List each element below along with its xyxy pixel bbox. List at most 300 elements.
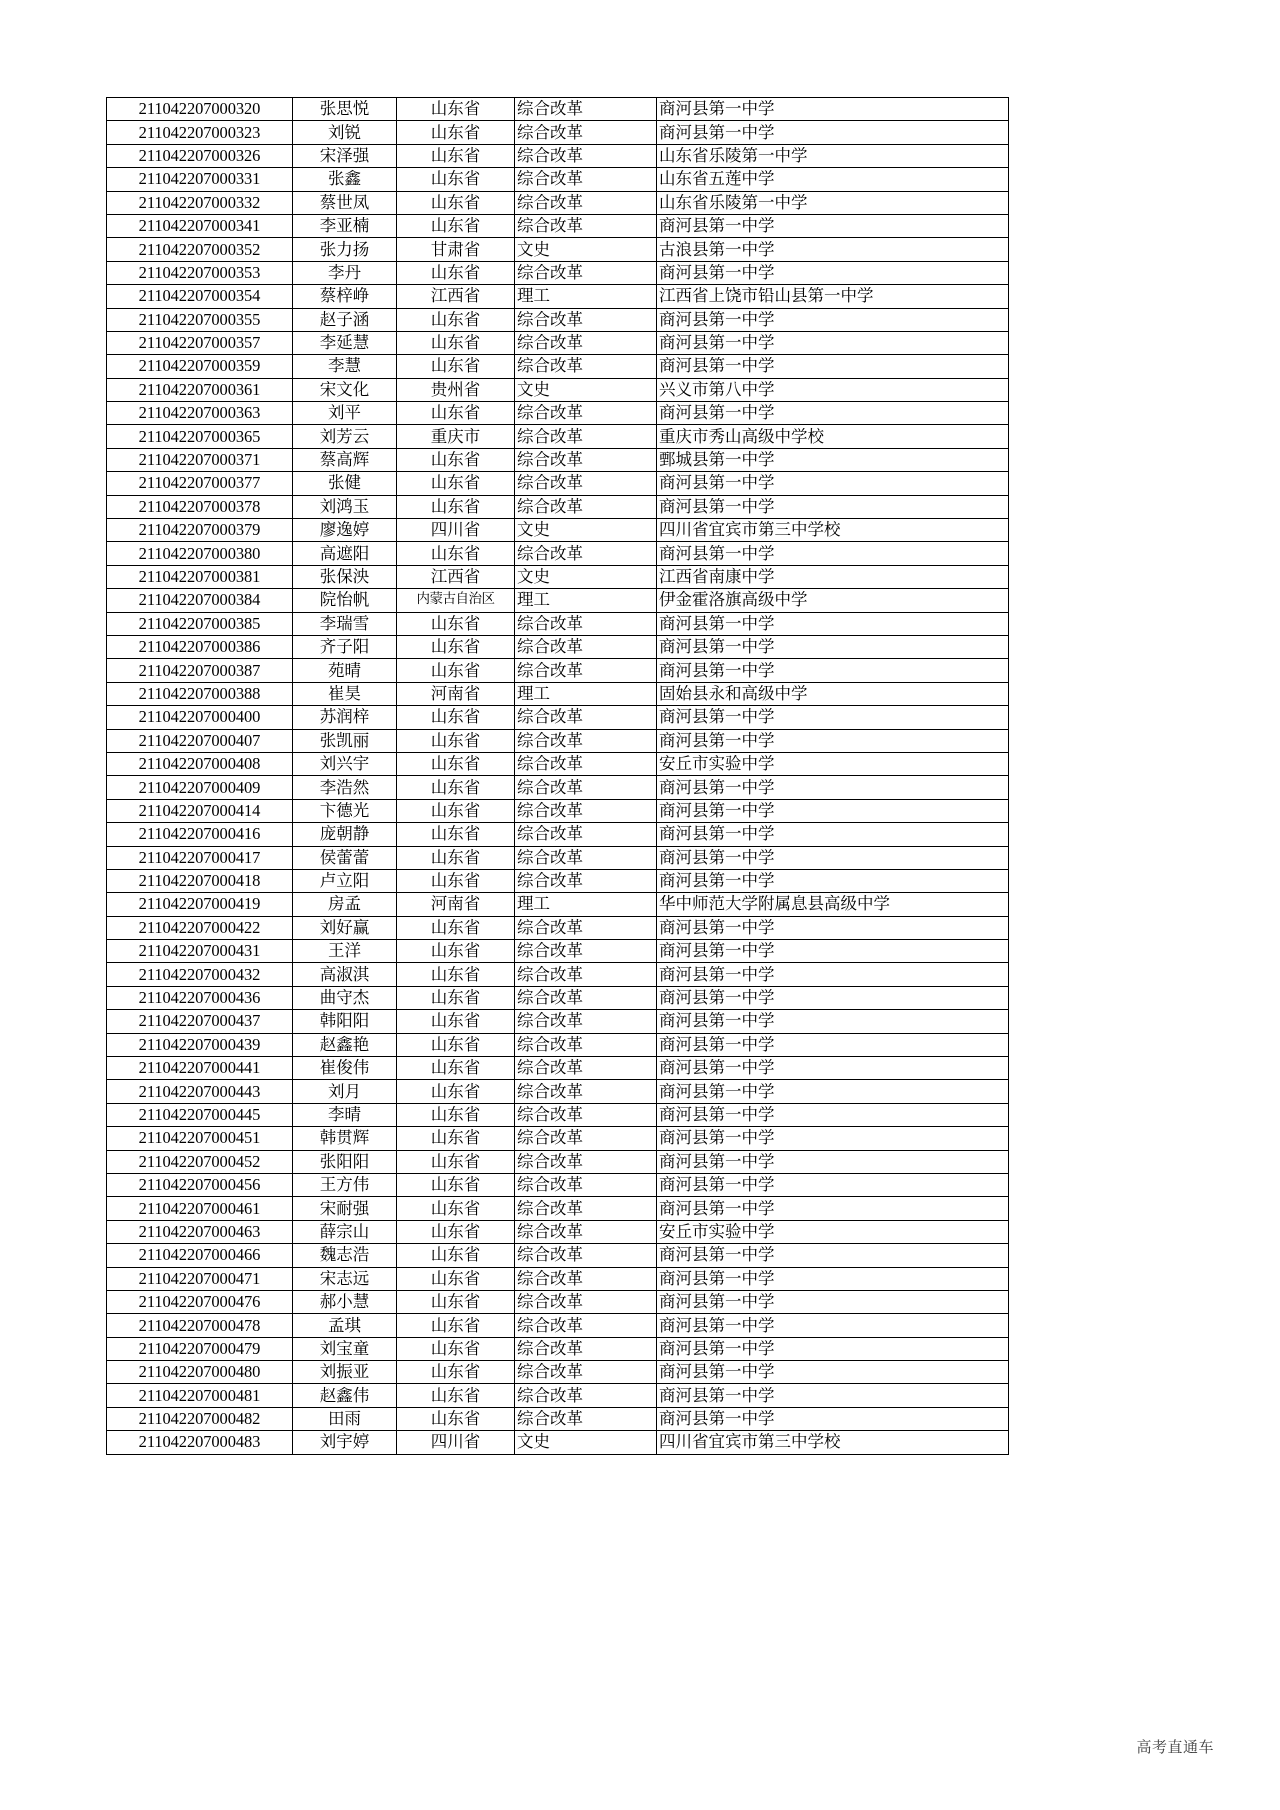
cell-candidate-name: 庞朝静 [293,823,397,846]
cell-school: 山东省乐陵第一中学 [657,144,1009,167]
cell-school: 商河县第一中学 [657,1010,1009,1033]
cell-school: 伊金霍洛旗高级中学 [657,589,1009,612]
cell-candidate-id: 211042207000479 [107,1337,293,1360]
cell-track: 综合改革 [515,495,657,518]
cell-candidate-name: 院怡帆 [293,589,397,612]
cell-candidate-id: 211042207000439 [107,1033,293,1056]
cell-province: 山东省 [397,1384,515,1407]
cell-candidate-id: 211042207000478 [107,1314,293,1337]
cell-candidate-id: 211042207000353 [107,261,293,284]
cell-school: 商河县第一中学 [657,940,1009,963]
cell-track: 综合改革 [515,168,657,191]
table-row [107,682,1009,705]
cell-track: 综合改革 [515,191,657,214]
cell-track: 综合改革 [515,1080,657,1103]
cell-candidate-id: 211042207000381 [107,565,293,588]
cell-school: 四川省宜宾市第三中学校 [657,1431,1009,1454]
table-row [107,98,1009,121]
cell-school: 商河县第一中学 [657,1057,1009,1080]
cell-track: 综合改革 [515,448,657,471]
cell-province: 山东省 [397,448,515,471]
cell-candidate-id: 211042207000354 [107,285,293,308]
roster-table-body [107,98,1009,1455]
cell-candidate-name: 曲守杰 [293,986,397,1009]
table-row [107,659,1009,682]
cell-candidate-name: 赵鑫艳 [293,1033,397,1056]
cell-province: 四川省 [397,1431,515,1454]
table-row [107,495,1009,518]
cell-province: 山东省 [397,1197,515,1220]
cell-province: 山东省 [397,706,515,729]
cell-province: 山东省 [397,1150,515,1173]
cell-province: 山东省 [397,659,515,682]
table-row [107,940,1009,963]
cell-province: 山东省 [397,1173,515,1196]
cell-province: 山东省 [397,1361,515,1384]
cell-track: 综合改革 [515,1127,657,1150]
cell-candidate-id: 211042207000451 [107,1127,293,1150]
table-row [107,752,1009,775]
cell-candidate-name: 张力扬 [293,238,397,261]
table-row [107,963,1009,986]
cell-province: 江西省 [397,285,515,308]
cell-school: 商河县第一中学 [657,963,1009,986]
table-row [107,1127,1009,1150]
cell-candidate-name: 孟琪 [293,1314,397,1337]
cell-track: 综合改革 [515,402,657,425]
table-row [107,1337,1009,1360]
cell-candidate-name: 李晴 [293,1103,397,1126]
cell-province: 山东省 [397,191,515,214]
cell-province: 山东省 [397,495,515,518]
cell-track: 综合改革 [515,1173,657,1196]
cell-track: 综合改革 [515,1314,657,1337]
cell-track: 综合改革 [515,659,657,682]
cell-candidate-id: 211042207000332 [107,191,293,214]
cell-province: 山东省 [397,846,515,869]
table-row [107,1314,1009,1337]
cell-candidate-id: 211042207000422 [107,916,293,939]
cell-track: 综合改革 [515,635,657,658]
cell-school: 商河县第一中学 [657,98,1009,121]
table-row [107,402,1009,425]
cell-candidate-name: 张凯丽 [293,729,397,752]
cell-province: 贵州省 [397,378,515,401]
table-row [107,1407,1009,1430]
cell-school: 商河县第一中学 [657,1290,1009,1313]
cell-track: 综合改革 [515,1010,657,1033]
cell-candidate-id: 211042207000323 [107,121,293,144]
cell-candidate-id: 211042207000379 [107,519,293,542]
cell-track: 综合改革 [515,1337,657,1360]
table-row [107,1103,1009,1126]
table-row [107,1267,1009,1290]
cell-school: 商河县第一中学 [657,1384,1009,1407]
cell-candidate-id: 211042207000441 [107,1057,293,1080]
cell-school: 商河县第一中学 [657,1150,1009,1173]
cell-province: 山东省 [397,823,515,846]
cell-candidate-id: 211042207000408 [107,752,293,775]
cell-track: 文史 [515,565,657,588]
cell-candidate-id: 211042207000443 [107,1080,293,1103]
cell-province: 山东省 [397,472,515,495]
cell-school: 商河县第一中学 [657,659,1009,682]
cell-candidate-name: 房孟 [293,893,397,916]
cell-candidate-id: 211042207000363 [107,402,293,425]
cell-candidate-name: 张鑫 [293,168,397,191]
cell-candidate-name: 齐子阳 [293,635,397,658]
cell-candidate-id: 211042207000365 [107,425,293,448]
cell-candidate-name: 李亚楠 [293,214,397,237]
roster-table-container [106,97,1008,1455]
cell-candidate-name: 韩贯辉 [293,1127,397,1150]
cell-candidate-name: 侯蕾蕾 [293,846,397,869]
cell-track: 综合改革 [515,986,657,1009]
cell-candidate-name: 韩阳阳 [293,1010,397,1033]
cell-province: 山东省 [397,1010,515,1033]
cell-candidate-name: 宋志远 [293,1267,397,1290]
table-row [107,986,1009,1009]
cell-school: 鄄城县第一中学 [657,448,1009,471]
cell-candidate-name: 田雨 [293,1407,397,1430]
cell-province: 内蒙古自治区 [397,589,515,612]
cell-track: 综合改革 [515,729,657,752]
cell-candidate-id: 211042207000419 [107,893,293,916]
cell-province: 江西省 [397,565,515,588]
cell-track: 理工 [515,285,657,308]
cell-school: 商河县第一中学 [657,1173,1009,1196]
cell-track: 综合改革 [515,846,657,869]
cell-province: 山东省 [397,1220,515,1243]
cell-candidate-id: 211042207000355 [107,308,293,331]
cell-candidate-name: 薛宗山 [293,1220,397,1243]
cell-candidate-id: 211042207000416 [107,823,293,846]
cell-province: 山东省 [397,121,515,144]
cell-province: 山东省 [397,1057,515,1080]
cell-track: 综合改革 [515,706,657,729]
table-row [107,893,1009,916]
cell-school: 商河县第一中学 [657,495,1009,518]
cell-province: 山东省 [397,729,515,752]
cell-candidate-name: 张阳阳 [293,1150,397,1173]
cell-track: 理工 [515,589,657,612]
cell-candidate-name: 廖逸婷 [293,519,397,542]
cell-track: 综合改革 [515,776,657,799]
table-row [107,1361,1009,1384]
table-row [107,869,1009,892]
cell-province: 山东省 [397,916,515,939]
cell-candidate-id: 211042207000378 [107,495,293,518]
cell-province: 山东省 [397,799,515,822]
cell-candidate-name: 张健 [293,472,397,495]
watermark-text: 高考直通车 [1136,1738,1214,1756]
cell-candidate-id: 211042207000359 [107,355,293,378]
cell-track: 综合改革 [515,214,657,237]
cell-school: 商河县第一中学 [657,1080,1009,1103]
table-row [107,776,1009,799]
cell-track: 综合改革 [515,752,657,775]
cell-candidate-name: 刘鸿玉 [293,495,397,518]
cell-candidate-name: 蔡梓峥 [293,285,397,308]
table-row [107,799,1009,822]
table-row [107,1010,1009,1033]
cell-track: 综合改革 [515,1244,657,1267]
cell-track: 文史 [515,519,657,542]
cell-province: 重庆市 [397,425,515,448]
cell-candidate-id: 211042207000386 [107,635,293,658]
cell-candidate-name: 宋耐强 [293,1197,397,1220]
cell-candidate-name: 崔俊伟 [293,1057,397,1080]
cell-candidate-name: 刘兴宇 [293,752,397,775]
cell-province: 山东省 [397,308,515,331]
cell-candidate-name: 苏润梓 [293,706,397,729]
cell-candidate-id: 211042207000357 [107,331,293,354]
cell-track: 文史 [515,378,657,401]
cell-candidate-id: 211042207000445 [107,1103,293,1126]
cell-school: 商河县第一中学 [657,869,1009,892]
cell-school: 商河县第一中学 [657,612,1009,635]
cell-candidate-name: 苑晴 [293,659,397,682]
cell-track: 理工 [515,893,657,916]
table-row [107,308,1009,331]
cell-track: 综合改革 [515,308,657,331]
cell-school: 商河县第一中学 [657,1314,1009,1337]
cell-school: 商河县第一中学 [657,729,1009,752]
table-row [107,214,1009,237]
cell-school: 商河县第一中学 [657,635,1009,658]
cell-candidate-id: 211042207000371 [107,448,293,471]
cell-province: 山东省 [397,542,515,565]
cell-province: 山东省 [397,1033,515,1056]
cell-track: 综合改革 [515,1267,657,1290]
cell-candidate-id: 211042207000471 [107,1267,293,1290]
table-row [107,729,1009,752]
table-row [107,916,1009,939]
cell-candidate-name: 卞德光 [293,799,397,822]
cell-track: 综合改革 [515,940,657,963]
table-row [107,846,1009,869]
cell-school: 商河县第一中学 [657,472,1009,495]
cell-school: 华中师范大学附属息县高级中学 [657,893,1009,916]
cell-candidate-name: 高遮阳 [293,542,397,565]
cell-candidate-name: 李浩然 [293,776,397,799]
cell-candidate-id: 211042207000331 [107,168,293,191]
table-row [107,823,1009,846]
cell-candidate-id: 211042207000431 [107,940,293,963]
table-row [107,519,1009,542]
cell-school: 商河县第一中学 [657,1244,1009,1267]
cell-track: 综合改革 [515,98,657,121]
cell-school: 商河县第一中学 [657,261,1009,284]
cell-candidate-name: 李丹 [293,261,397,284]
cell-province: 山东省 [397,963,515,986]
cell-province: 山东省 [397,986,515,1009]
cell-school: 兴义市第八中学 [657,378,1009,401]
cell-province: 河南省 [397,682,515,705]
cell-province: 山东省 [397,1127,515,1150]
cell-province: 山东省 [397,1244,515,1267]
cell-province: 山东省 [397,355,515,378]
cell-province: 山东省 [397,98,515,121]
cell-candidate-name: 李慧 [293,355,397,378]
cell-candidate-name: 卢立阳 [293,869,397,892]
cell-candidate-name: 李瑞雪 [293,612,397,635]
cell-candidate-name: 赵子涵 [293,308,397,331]
cell-province: 山东省 [397,1337,515,1360]
cell-candidate-id: 211042207000452 [107,1150,293,1173]
roster-table [106,97,1009,1455]
cell-province: 山东省 [397,1314,515,1337]
cell-track: 理工 [515,682,657,705]
cell-school: 商河县第一中学 [657,1337,1009,1360]
cell-candidate-id: 211042207000320 [107,98,293,121]
table-row [107,565,1009,588]
cell-candidate-id: 211042207000417 [107,846,293,869]
cell-candidate-name: 蔡高辉 [293,448,397,471]
cell-candidate-id: 211042207000341 [107,214,293,237]
cell-school: 商河县第一中学 [657,214,1009,237]
cell-province: 山东省 [397,752,515,775]
cell-track: 综合改革 [515,542,657,565]
cell-candidate-name: 宋文化 [293,378,397,401]
cell-school: 商河县第一中学 [657,1033,1009,1056]
cell-candidate-name: 魏志浩 [293,1244,397,1267]
cell-candidate-id: 211042207000476 [107,1290,293,1313]
cell-province: 山东省 [397,869,515,892]
table-row [107,168,1009,191]
cell-candidate-name: 张保泱 [293,565,397,588]
cell-province: 山东省 [397,144,515,167]
cell-province: 山东省 [397,261,515,284]
cell-candidate-name: 崔昊 [293,682,397,705]
cell-candidate-id: 211042207000400 [107,706,293,729]
cell-school: 山东省五莲中学 [657,168,1009,191]
cell-candidate-name: 郝小慧 [293,1290,397,1313]
cell-school: 商河县第一中学 [657,1197,1009,1220]
cell-candidate-name: 张思悦 [293,98,397,121]
cell-province: 山东省 [397,1103,515,1126]
cell-candidate-id: 211042207000361 [107,378,293,401]
table-row [107,1080,1009,1103]
cell-province: 甘肃省 [397,238,515,261]
table-row [107,144,1009,167]
table-row [107,1220,1009,1243]
table-row [107,285,1009,308]
cell-candidate-id: 211042207000388 [107,682,293,705]
table-row [107,261,1009,284]
cell-candidate-id: 211042207000437 [107,1010,293,1033]
table-row [107,1197,1009,1220]
cell-school: 商河县第一中学 [657,1361,1009,1384]
cell-candidate-id: 211042207000384 [107,589,293,612]
table-row [107,121,1009,144]
cell-track: 综合改革 [515,355,657,378]
cell-candidate-id: 211042207000480 [107,1361,293,1384]
cell-candidate-name: 刘宇婷 [293,1431,397,1454]
cell-school: 商河县第一中学 [657,799,1009,822]
table-row [107,448,1009,471]
cell-school: 安丘市实验中学 [657,1220,1009,1243]
cell-candidate-name: 宋泽强 [293,144,397,167]
cell-province: 山东省 [397,168,515,191]
cell-candidate-id: 211042207000326 [107,144,293,167]
cell-track: 综合改革 [515,331,657,354]
cell-school: 商河县第一中学 [657,846,1009,869]
cell-track: 综合改革 [515,261,657,284]
cell-school: 商河县第一中学 [657,986,1009,1009]
cell-track: 综合改革 [515,1407,657,1430]
cell-candidate-id: 211042207000481 [107,1384,293,1407]
cell-province: 山东省 [397,776,515,799]
table-row [107,1057,1009,1080]
cell-candidate-name: 高淑淇 [293,963,397,986]
cell-track: 综合改革 [515,799,657,822]
cell-candidate-id: 211042207000407 [107,729,293,752]
cell-candidate-name: 刘振亚 [293,1361,397,1384]
cell-school: 商河县第一中学 [657,542,1009,565]
table-row [107,331,1009,354]
table-row [107,378,1009,401]
cell-school: 商河县第一中学 [657,916,1009,939]
cell-candidate-id: 211042207000432 [107,963,293,986]
cell-candidate-name: 刘平 [293,402,397,425]
cell-school: 江西省南康中学 [657,565,1009,588]
table-row [107,1173,1009,1196]
cell-candidate-name: 赵鑫伟 [293,1384,397,1407]
cell-candidate-name: 刘锐 [293,121,397,144]
cell-school: 商河县第一中学 [657,776,1009,799]
cell-track: 综合改革 [515,1361,657,1384]
cell-school: 固始县永和高级中学 [657,682,1009,705]
table-row [107,589,1009,612]
table-row [107,706,1009,729]
cell-track: 综合改革 [515,1150,657,1173]
table-row [107,425,1009,448]
cell-candidate-id: 211042207000387 [107,659,293,682]
cell-school: 商河县第一中学 [657,1103,1009,1126]
table-row [107,542,1009,565]
table-row [107,1290,1009,1313]
table-row [107,1150,1009,1173]
cell-school: 商河县第一中学 [657,331,1009,354]
cell-school: 商河县第一中学 [657,823,1009,846]
cell-candidate-id: 211042207000463 [107,1220,293,1243]
table-row [107,612,1009,635]
cell-candidate-id: 211042207000461 [107,1197,293,1220]
cell-candidate-id: 211042207000436 [107,986,293,1009]
table-row [107,238,1009,261]
cell-candidate-name: 刘宝童 [293,1337,397,1360]
cell-track: 综合改革 [515,1384,657,1407]
cell-track: 综合改革 [515,1220,657,1243]
cell-province: 山东省 [397,1267,515,1290]
cell-school: 古浪县第一中学 [657,238,1009,261]
cell-school: 商河县第一中学 [657,355,1009,378]
cell-province: 山东省 [397,635,515,658]
cell-track: 综合改革 [515,963,657,986]
cell-province: 山东省 [397,1080,515,1103]
cell-school: 商河县第一中学 [657,1267,1009,1290]
cell-track: 综合改革 [515,916,657,939]
cell-track: 综合改革 [515,1033,657,1056]
cell-province: 河南省 [397,893,515,916]
cell-province: 山东省 [397,940,515,963]
cell-school: 山东省乐陵第一中学 [657,191,1009,214]
cell-candidate-id: 211042207000380 [107,542,293,565]
table-row [107,1244,1009,1267]
cell-candidate-name: 李延慧 [293,331,397,354]
cell-candidate-name: 蔡世凤 [293,191,397,214]
